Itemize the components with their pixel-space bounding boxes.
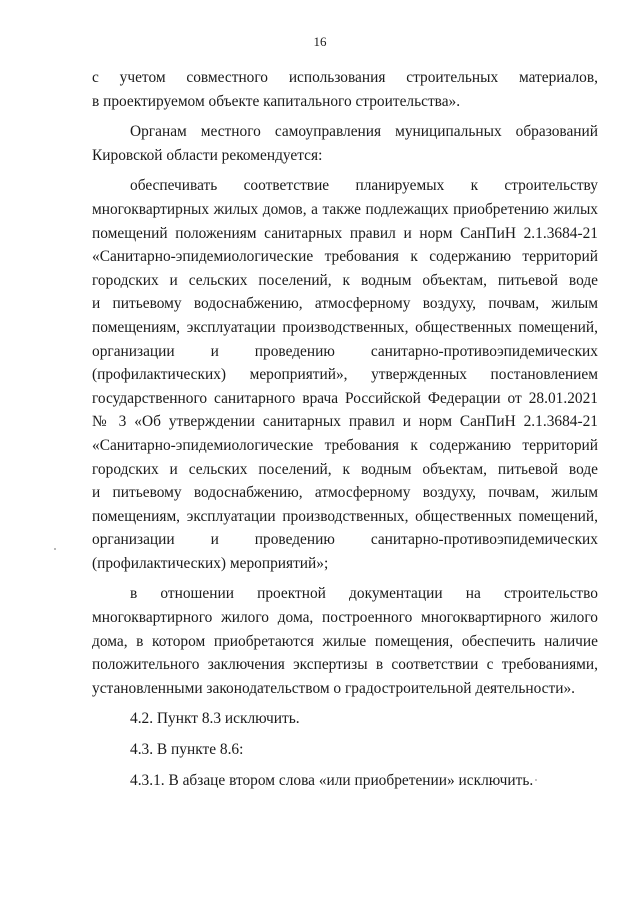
paragraph-gap (92, 113, 598, 120)
text-line: (профилактических) мероприятий»; (92, 554, 329, 572)
page-number: 16 (313, 34, 327, 49)
paragraph-gap (92, 762, 598, 769)
text-line: многоквартирных жилых домов, а также подлежащих приобретению жилых (92, 200, 598, 218)
text-line: помещениям, эксплуатации производственных, общественных помещений, (92, 318, 598, 336)
scan-speck (54, 548, 56, 550)
text-line: (профилактических) мероприятий», утвержденных постановлением (92, 366, 598, 384)
text-line: в отношении проектной документации на строительство (130, 585, 598, 603)
text-line: положительного заключения экспертизы в соответствии с требованиями, (92, 656, 598, 674)
paragraph-gap (92, 575, 598, 582)
text-line: обеспечивать соответствие планируемых к строительству (130, 177, 598, 195)
text-line: в проектируемом объекте капитального строительства». (92, 92, 461, 110)
text-line: государственного санитарного врача Российской Федерации от 28.01.2021 (92, 389, 598, 407)
text-line: 4.3.1. В абзаце втором слова «или приобретении» исключить. (130, 771, 534, 789)
scan-speck (535, 779, 537, 781)
text-line: Кировской области рекомендуется: (92, 146, 323, 164)
text-line: установленными законодательством о градостроительной деятельности». (92, 679, 576, 697)
paragraph-gap (92, 700, 598, 707)
text-line: помещений положениям санитарных правил и норм СанПиН 2.1.3684-21 (92, 224, 598, 242)
text-line: городских и сельских поселений, к водным объектам, питьевой воде (92, 271, 598, 289)
text-line: и питьевому водоснабжению, атмосферному воздуху, почвам, жилым (92, 484, 598, 502)
text-line: организации и проведению санитарно-противоэпидемических (92, 342, 598, 360)
document-body (92, 66, 598, 792)
text-line: с учетом совместного использования строительных материалов, (92, 69, 598, 86)
text-line: 4.2. Пункт 8.3 исключить. (130, 710, 300, 728)
text-line: 4.3. В пункте 8.6: (130, 741, 244, 759)
text-line: многоквартирного жилого дома, построенного многоквартирного жилого (92, 609, 598, 627)
text-line: № 3 «Об утверждении санитарных правил и норм СанПиН 2.1.3684-21 (92, 413, 598, 431)
text-line: «Санитарно-эпидемиологические требования к содержанию территорий (92, 436, 598, 454)
text-line: Органам местного самоуправления муниципальных образований (130, 123, 598, 141)
text-line: дома, в котором приобретаются жилые помещения, обеспечить наличие (92, 632, 598, 650)
text-line: и питьевому водоснабжению, атмосферному воздуху, почвам, жилым (92, 295, 598, 313)
paragraph-gap (92, 731, 598, 738)
text-line: помещениям, эксплуатации производственных, общественных помещений, (92, 507, 598, 525)
text-line: «Санитарно-эпидемиологические требования к содержанию территорий (92, 248, 598, 266)
paragraph-gap (92, 167, 598, 174)
text-line: организации и проведению санитарно-противоэпидемических (92, 531, 598, 549)
text-line: городских и сельских поселений, к водным объектам, питьевой воде (92, 460, 598, 478)
